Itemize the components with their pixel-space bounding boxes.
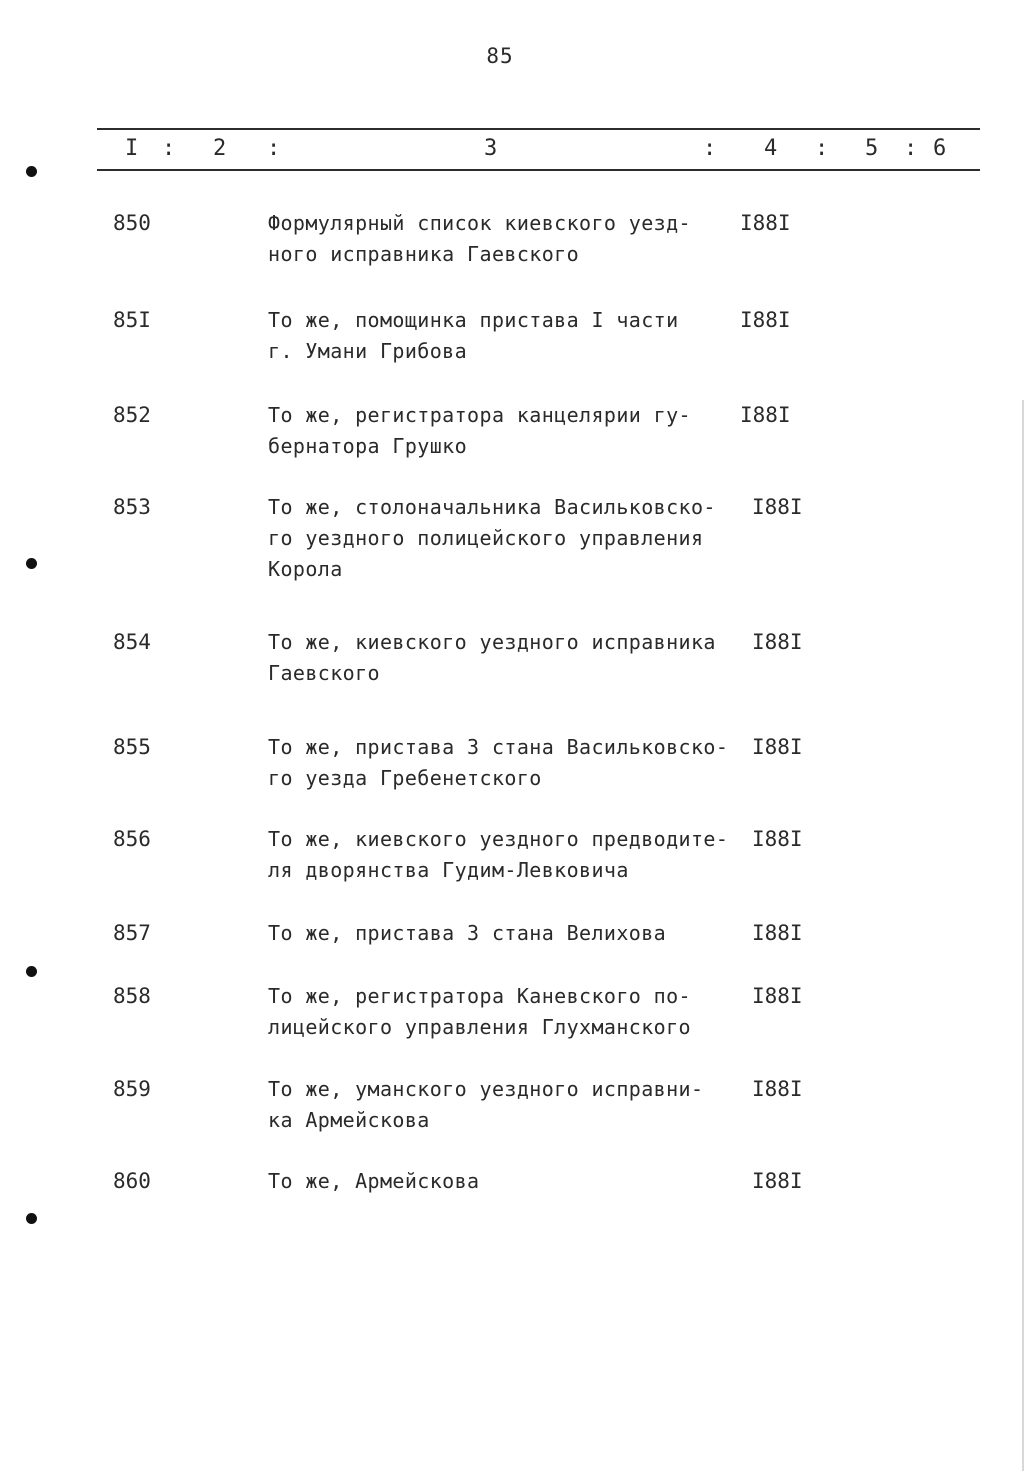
header-separator: : xyxy=(815,136,829,161)
header-separator: : xyxy=(904,136,918,161)
row-year: I88I xyxy=(752,630,803,654)
row-description: То же, столоначальника Васильковско- го уездного полицейского управления Корола xyxy=(268,495,716,581)
row-year: I88I xyxy=(752,1077,803,1101)
row-number: 854 xyxy=(113,630,151,654)
row-year: I88I xyxy=(752,735,803,759)
binder-hole-mark xyxy=(26,1213,37,1224)
header-col-6: 6 xyxy=(933,136,947,161)
row-description: То же, киевского уездного исправника Гаевского xyxy=(268,630,716,685)
row-number: 855 xyxy=(113,735,151,759)
row-number: 860 xyxy=(113,1169,151,1193)
row-year: I88I xyxy=(752,921,803,945)
header-col-4: 4 xyxy=(764,136,778,161)
row-description: То же, пристава 3 стана Васильковско- го уезда Гребенетского xyxy=(268,735,729,790)
row-description: То же, Армейскова xyxy=(268,1169,480,1193)
header-col-2: 2 xyxy=(213,136,227,161)
row-description: Формулярный список киевского уезд- ного исправника Гаевского xyxy=(268,211,691,266)
header-bottom-rule xyxy=(97,169,980,171)
row-number: 853 xyxy=(113,495,151,519)
header-col-1: I xyxy=(125,136,139,161)
row-description: То же, помощинка пристава I части г. Умани Грибова xyxy=(268,308,679,363)
binder-hole-mark xyxy=(26,966,37,977)
row-description: То же, регистратора Каневского по- лицейского управления Глухманского xyxy=(268,984,691,1039)
row-number: 856 xyxy=(113,827,151,851)
row-number: 852 xyxy=(113,403,151,427)
row-year: I88I xyxy=(740,211,791,235)
header-separator: : xyxy=(162,136,176,161)
page-number: 85 xyxy=(486,44,514,68)
row-year: I88I xyxy=(740,403,791,427)
binder-hole-mark xyxy=(26,166,37,177)
row-year: I88I xyxy=(752,984,803,1008)
row-number: 859 xyxy=(113,1077,151,1101)
row-description: То же, регистратора канцелярии гу- бернатора Грушко xyxy=(268,403,691,458)
row-year: I88I xyxy=(740,308,791,332)
row-description: То же, пристава 3 стана Велихова xyxy=(268,921,667,945)
header-separator: : xyxy=(267,136,281,161)
row-number: 858 xyxy=(113,984,151,1008)
header-col-3: 3 xyxy=(484,136,498,161)
binder-hole-mark xyxy=(26,558,37,569)
row-year: I88I xyxy=(752,1169,803,1193)
header-top-rule xyxy=(97,128,980,130)
header-col-5: 5 xyxy=(865,136,879,161)
row-description: То же, киевского уездного предводите- ля дворянства Гудим-Левковича xyxy=(268,827,729,882)
row-year: I88I xyxy=(752,495,803,519)
row-number: 857 xyxy=(113,921,151,945)
header-separator: : xyxy=(703,136,717,161)
row-description: То же, уманского уездного исправни- ка Армейскова xyxy=(268,1077,704,1132)
row-number: 850 xyxy=(113,211,151,235)
row-year: I88I xyxy=(752,827,803,851)
row-number: 85I xyxy=(113,308,151,332)
